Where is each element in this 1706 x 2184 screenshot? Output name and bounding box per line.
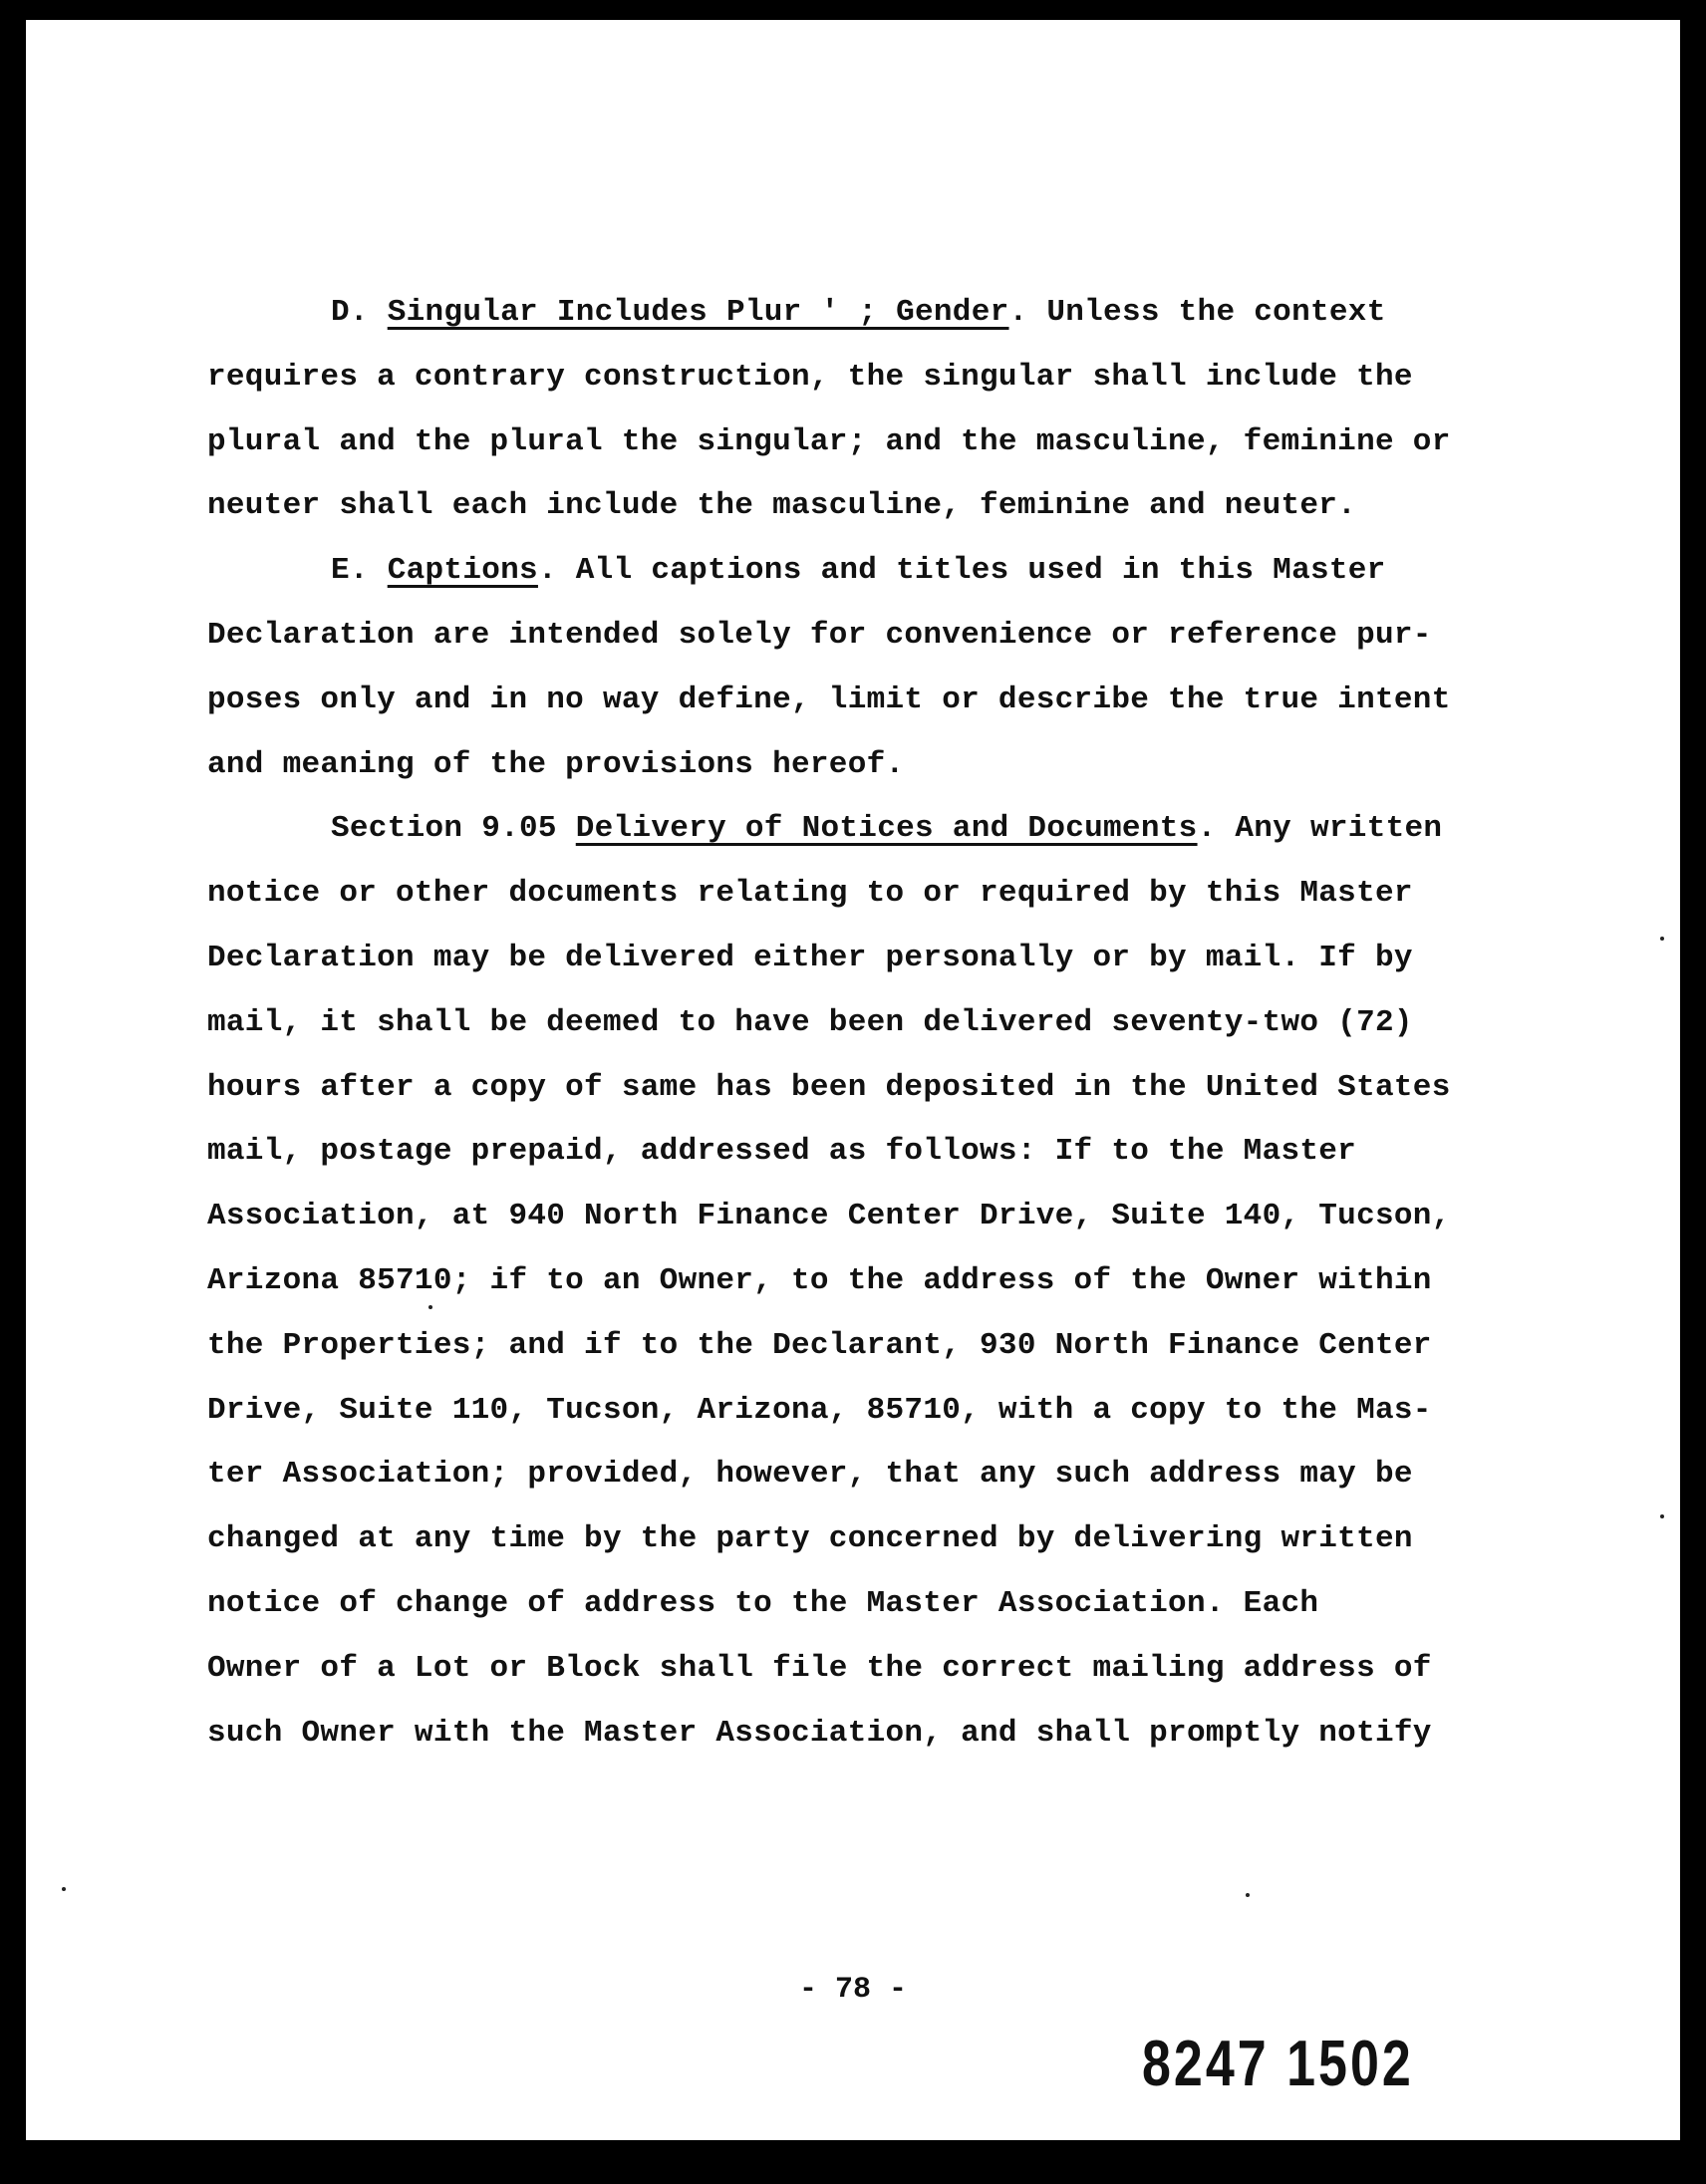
text-segment: Arizona 85710; if to an Owner, to the address of the Owner within: [207, 1262, 1432, 1298]
underlined-heading: Singular Includes Plur ' ; Gender: [387, 295, 1009, 330]
text-line: [207, 1185, 1533, 1249]
text-segment: Declaration are intended solely for convenience or reference pur-: [207, 617, 1432, 653]
record-number: 8247 1502: [1142, 2028, 1414, 2100]
text-line: [207, 797, 1533, 862]
text-segment: Owner of a Lot or Block shall file the correct mailing address of: [207, 1650, 1432, 1686]
text-segment: E.: [331, 553, 388, 589]
underlined-heading: Captions: [387, 553, 538, 589]
text-segment: . All captions and titles used in this Master: [537, 553, 1386, 589]
page-number: - 78 -: [798, 1973, 908, 2007]
text-line: [207, 1314, 1533, 1379]
text-line: [207, 1120, 1533, 1185]
text-segment: plural and the plural the singular; and the masculine, feminine or: [207, 423, 1451, 459]
text-segment: notice of change of address to the Master Association. Each: [207, 1585, 1319, 1621]
text-segment: and meaning of the provisions hereof.: [207, 746, 905, 782]
scan-speck: [62, 1887, 66, 1891]
scan-speck: [1660, 937, 1664, 941]
text-line: [207, 991, 1533, 1056]
text-segment: ter Association; provided, however, that any such address may be: [207, 1457, 1413, 1493]
text-line: [207, 733, 1533, 798]
text-segment: hours after a copy of same has been deposited in the United States: [207, 1069, 1451, 1105]
text-line: [207, 927, 1533, 991]
text-line: [207, 410, 1533, 475]
text-segment: Drive, Suite 110, Tucson, Arizona, 85710, with a copy to the Mas-: [207, 1392, 1432, 1428]
text-line: [207, 1637, 1533, 1702]
text-segment: requires a contrary construction, the singular shall include the: [207, 359, 1413, 395]
text-line: [207, 539, 1533, 604]
text-segment: mail, postage prepaid, addressed as follows: If to the Master: [207, 1134, 1357, 1170]
text-line: [207, 1056, 1533, 1121]
text-segment: poses only and in no way define, limit or describe the true intent: [207, 682, 1451, 717]
text-segment: the Properties; and if to the Declarant, 930 North Finance Center: [207, 1327, 1432, 1363]
text-segment: mail, it shall be deemed to have been delivered seventy-two (72): [207, 1004, 1413, 1040]
text-line: [207, 1702, 1533, 1767]
text-line: [207, 604, 1533, 669]
text-segment: . Unless the context: [1008, 295, 1386, 330]
text-line: [207, 1249, 1533, 1314]
text-line: [207, 281, 1533, 346]
text-line: [207, 474, 1533, 539]
scan-speck: [1660, 1514, 1664, 1518]
text-segment: Declaration may be delivered either personally or by mail. If by: [207, 940, 1413, 975]
text-segment: neuter shall each include the masculine, feminine and neuter.: [207, 488, 1357, 524]
text-line: [207, 862, 1533, 927]
text-segment: Association, at 940 North Finance Center Drive, Suite 140, Tucson,: [207, 1199, 1451, 1234]
scan-speck: [1246, 1893, 1250, 1897]
text-segment: D.: [331, 295, 388, 330]
text-line: [207, 1379, 1533, 1444]
text-segment: Section 9.05: [331, 811, 576, 847]
text-line: [207, 1572, 1533, 1637]
document-page: [26, 20, 1680, 2140]
text-segment: changed at any time by the party concerned by delivering written: [207, 1521, 1413, 1557]
text-segment: such Owner with the Master Association, and shall promptly notify: [207, 1715, 1432, 1751]
text-line: [207, 669, 1533, 733]
text-segment: . Any written: [1197, 811, 1443, 847]
text-line: [207, 1443, 1533, 1507]
body-text: [207, 281, 1533, 1766]
scan-speck: [428, 1305, 432, 1309]
text-line: [207, 1507, 1533, 1572]
text-line: [207, 346, 1533, 410]
text-segment: notice or other documents relating to or required by this Master: [207, 876, 1413, 912]
underlined-heading: Delivery of Notices and Documents: [575, 811, 1198, 847]
